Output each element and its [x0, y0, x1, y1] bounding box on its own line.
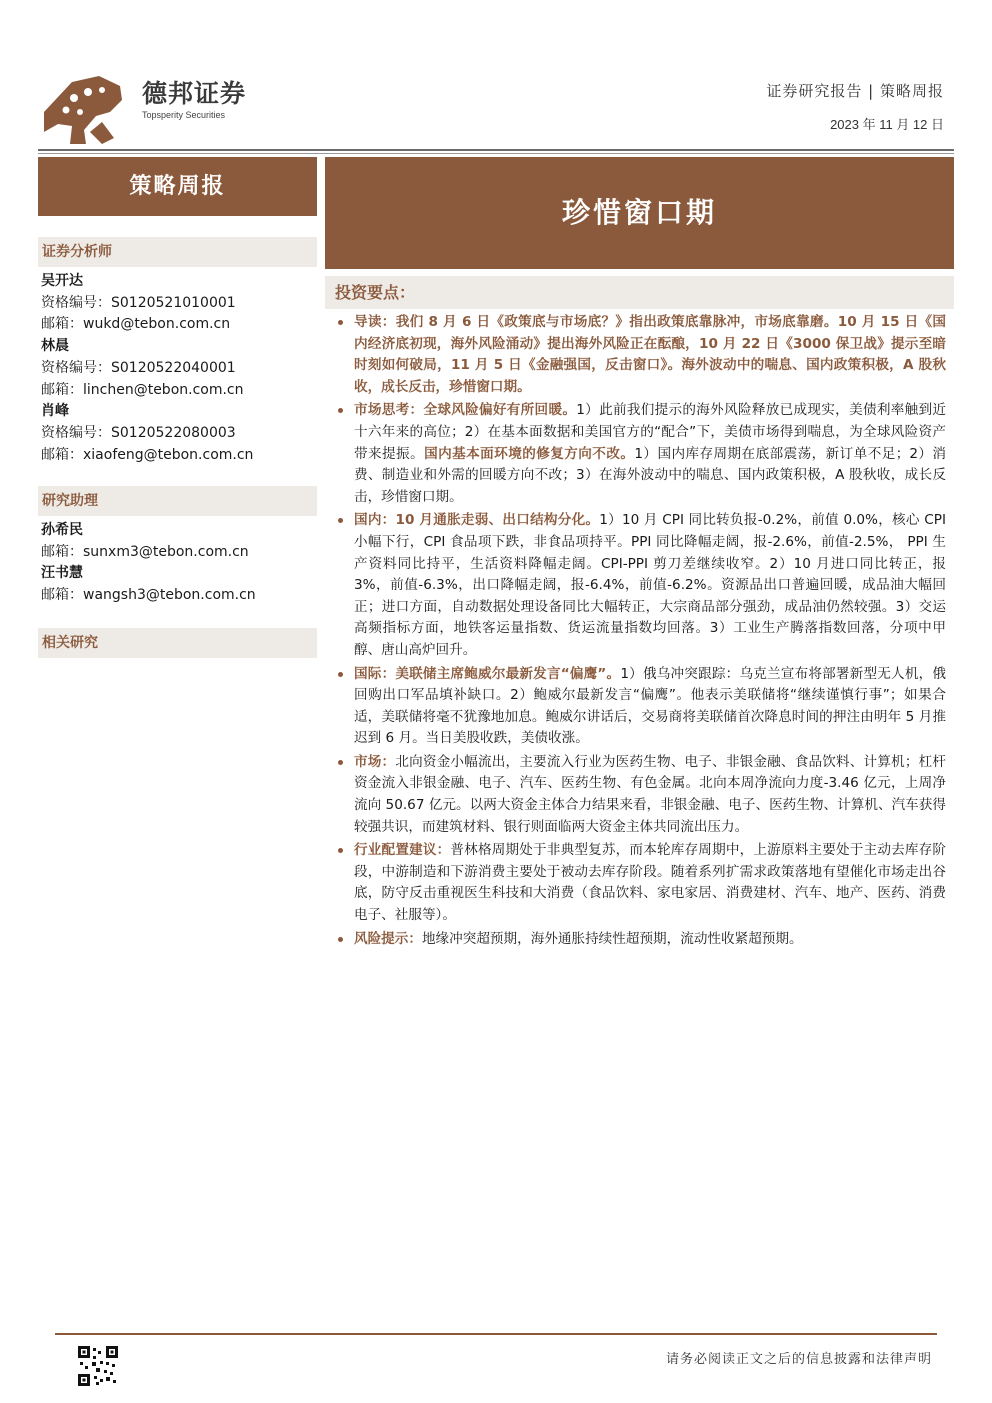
logo-wordmark: [142, 80, 246, 120]
point-text: 北向资金小幅流出，主要流入行业为医药生物、电子、非银金融、食品饮料、计算机；杠杆资金流入非银金融、电子、汽车、医药生物、有色金属。北向本周净流向力度-3.46 亿元，上周净流向 50.67 亿元。以两大资金主体合力结果来看，非银金融、电子、医药生物、计算机、汽车获得较强共识，而建筑材料、银行则面临两大资金主体共同流出压力。: [354, 753, 947, 835]
point-highlight: 市场：: [354, 753, 396, 770]
point-text: 普林格周期处于非典型复苏，而本轮库存周期中，上游原料主要处于主动去库存阶段，中游制造和下游消费主要处于被动去库存阶段。随着系列扩需求政策落地有望催化市场走出谷底，防守反击重视医生科技和大消费（食品饮料、家电家居、消费建材、汽车、地产、医药、消费电子、社服等）。: [354, 842, 947, 924]
analyst-cert: 资格编号：S0120522080003: [41, 424, 236, 441]
analysts-heading: 证券分析师: [38, 237, 317, 267]
point-text: 1）俄乌冲突跟踪：乌克兰宣布将部署新型无人机，俄回购出口军品填补缺口。2）鲍威尔最新发言“偏鹰”。他表示美联储将“继续谨慎行事”；如果合适，美联储将毫不犹豫地加息。鲍威尔讲话后，交易商将美联储首次降息时间的押注由明年 5 月推迟到 6 月。当日美股收跌，美债收涨。: [354, 665, 946, 747]
assistants-list: [41, 520, 317, 607]
point-highlight: 国际：美联储主席鲍威尔最新发言“偏鹰”。: [354, 665, 621, 682]
point-highlight: 国内基本面环境的修复方向不改。: [424, 445, 635, 462]
investment-points-heading: 投资要点：: [325, 276, 954, 309]
analyst-cert: 资格编号：S0120522040001: [41, 359, 236, 376]
point-highlight: 风险提示：: [354, 930, 422, 947]
leopard-logo-icon: [44, 72, 124, 144]
analyst-email[interactable]: 邮箱：wukd@tebon.com.cn: [41, 316, 231, 333]
related-research-heading[interactable]: 相关研究: [38, 628, 317, 658]
legal-disclaimer: 请务必阅读正文之后的信息披露和法律声明: [665, 1352, 932, 1367]
logo-cn: 德邦证券: [142, 79, 247, 108]
report-header: [766, 80, 944, 133]
header-divider-thin: [38, 153, 954, 154]
investment-point: [336, 510, 946, 661]
analyst-name: 吴开达: [41, 273, 83, 289]
point-text: 1）国内库存周期在底部震荡，新订单不足；2）消费、制造业和外需的回暖方向不改；3）在海外波动中的喘息、国内政策积极，A 股秋收，成长反击，珍惜窗口期。: [354, 445, 947, 505]
report-title: 珍惜窗口期: [325, 157, 954, 269]
assistant-email[interactable]: 邮箱：wangsh3@tebon.com.cn: [41, 587, 256, 604]
investment-point: [336, 664, 946, 750]
qr-code-icon[interactable]: [78, 1346, 118, 1386]
investment-point: [336, 752, 946, 838]
analyst-email[interactable]: 邮箱：linchen@tebon.com.cn: [41, 381, 244, 398]
company-logo: [44, 72, 124, 144]
investment-point: [336, 929, 946, 951]
point-highlight: 导读：我们 8 月 6 日《政策底与市场底？》指出政策底靠脉冲，市场底靠磨。10 月 15 日《国内经济底初现，海外风险涌动》提出海外风险正在酝酿，10 月 22 日《3000 保卫战》提示至暗时刻如何破局，11 月 5 日《金融强国，反击窗口》。海外波动中的喘息、国内政策积极，A 股秋收，成长反击，珍惜窗口期。: [354, 314, 946, 395]
analyst-cert: 资格编号：S0120521010001: [41, 294, 236, 311]
investment-point: [336, 840, 946, 926]
investment-point: [336, 312, 946, 398]
point-text: 1）10 月 CPI 同比转负报-0.2%，前值 0.0%，核心 CPI 小幅下行，CPI 食品项下跌，非食品项持平。PPI 同比降幅走阔，报-2.6%，前值-2.5%， PPI 生产资料同比持平，生活资料降幅走阔。CPI-PPI 剪刀差继续收窄。2）10 月进口同比转正，报 3%，前值-6.3%，出口降幅走阔，报-6.4%，前值-6.2%。资源品出口普遍回暖，成品油大幅回正；进口方面，自动数据处理设备同比大幅转正，大宗商品部分强劲，成品油仍然较强。3）交运高频指标方面，地铁客运量指数、货运流量指数均回落。3）工业生产腾落指数回落，分项中甲醇、唐山高炉回升。: [354, 512, 946, 658]
assistant-name: 汪书慧: [41, 565, 83, 582]
analyst-name: 肖峰: [41, 403, 69, 420]
analyst-name: 林晨: [41, 338, 69, 355]
report-type: 证券研究报告 | 策略周报: [766, 82, 944, 100]
side-banner: 策略周报: [38, 157, 317, 216]
point-text: 地缘冲突超预期，海外通胀持续性超预期，流动性收紧超预期。: [421, 930, 803, 947]
point-text: 1）此前我们提示的海外风险释放已成现实，美债利率触到近十六年来的高位；2）在基本面数据和美国官方的“配合”下，美债市场得到喘息，为全球风险资产带来提振。: [354, 402, 946, 462]
investment-points-list: [336, 312, 946, 952]
logo-en: Topsperity Securities: [142, 110, 226, 120]
assistant-name: 孙希民: [41, 522, 83, 538]
footer-divider: [55, 1333, 937, 1335]
point-highlight: 行业配置建议：: [354, 842, 451, 859]
point-highlight: 国内：10 月通胀走弱、出口结构分化。: [354, 512, 600, 529]
investment-point: [336, 400, 946, 508]
analyst-email[interactable]: 邮箱：xiaofeng@tebon.com.cn: [41, 446, 254, 463]
point-highlight: 市场思考：全球风险偏好有所回暖。: [354, 402, 577, 419]
report-date: 2023 年 11 月 12 日: [830, 117, 944, 132]
analysts-list: [41, 271, 317, 466]
header-divider: [38, 149, 954, 151]
assistants-heading: 研究助理: [38, 486, 317, 516]
assistant-email[interactable]: 邮箱：sunxm3@tebon.com.cn: [41, 543, 249, 560]
